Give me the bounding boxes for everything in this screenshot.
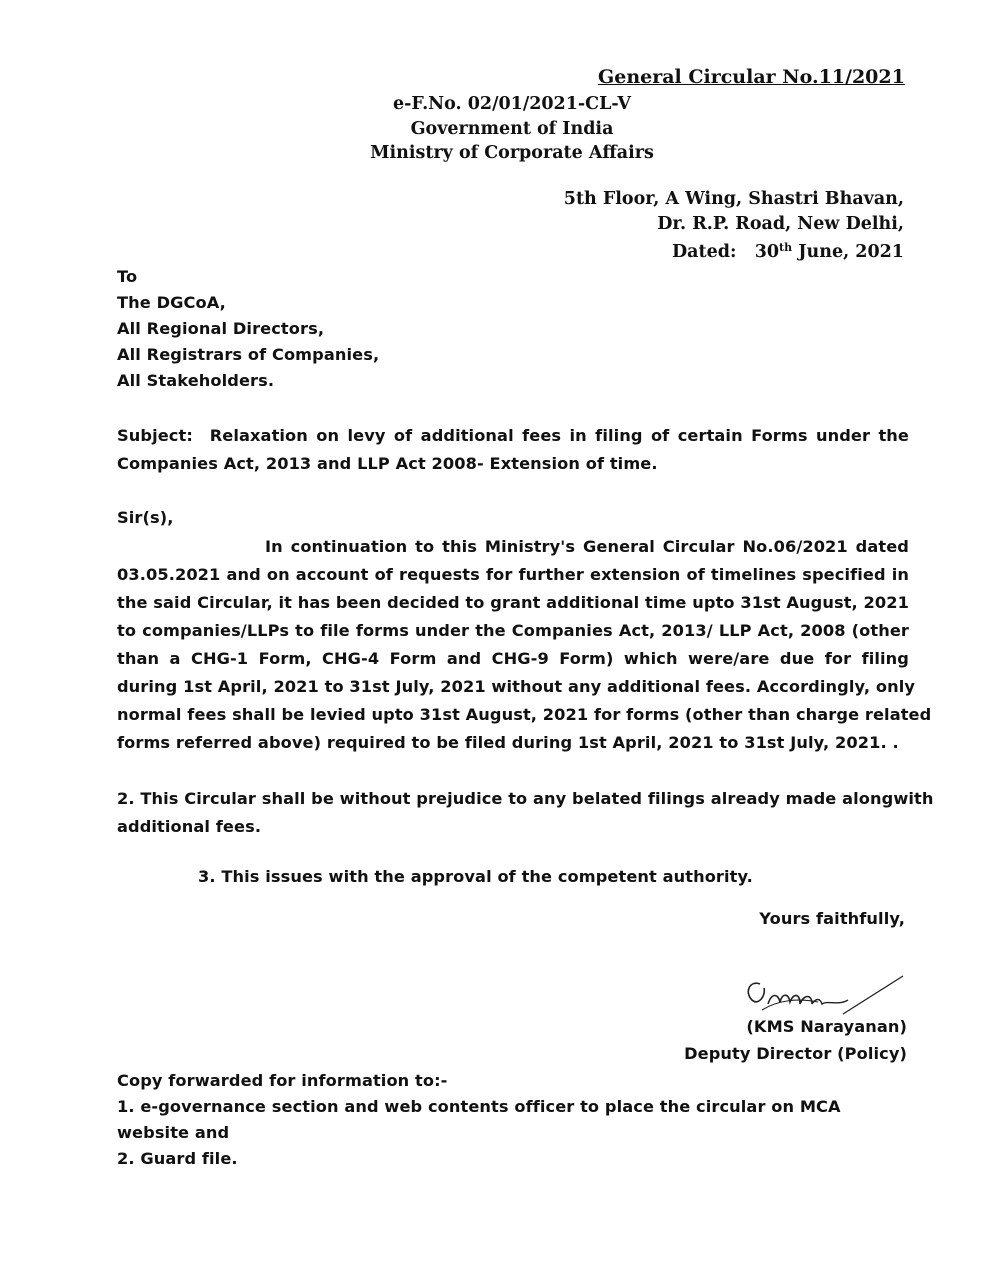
para1-line: to companies/LLPs to file forms under the Companies Act, 2013/ LLP Act, 2008 (other [117,621,909,640]
para1-line: normal fees shall be levied upto 31st August, 2021 for forms (other than charge related [117,705,932,724]
paragraph-1 [117,533,932,757]
para1-line: 03.05.2021 and on account of requests for further extension of timelines specified in [117,565,909,584]
copy-forwarded-block [117,1068,909,1172]
para1-line: than a CHG-1 Form, CHG-4 Form and CHG-9 Form) which were/are due for filing [117,649,909,668]
recipient-line: All Regional Directors, [117,319,325,338]
date-rest: June, 2021 [798,242,904,262]
recipients-block [117,264,909,394]
recipient-line: All Stakeholders. [117,371,275,390]
copy-heading: Copy forwarded for information to:- [117,1071,448,1090]
para1-line: forms referred above) required to be filed during 1st April, 2021 to 31st July, 2021. . [117,733,899,752]
circular-number: General Circular No.11/2021 [598,66,905,88]
para2-line-2: additional fees. [117,817,262,836]
address-line-1: 5th Floor, A Wing, Shastri Bhavan, [563,189,904,209]
para1-line: during 1st April, 2021 to 31st July, 2021 without any additional fees. Accordingly, only [117,677,915,696]
file-number: e-F.No. 02/01/2021-CL-V [393,94,631,114]
date-day: 30 [754,242,780,262]
copy-item-1-cont: website and [117,1123,230,1142]
subject-line-2: Companies Act, 2013 and LLP Act 2008- Extension of time. [117,454,658,473]
subject-block [117,422,909,478]
address-line-2: Dr. R.P. Road, New Delhi, [657,214,904,234]
government-heading: Government of India [410,119,614,139]
salutation: Sir(s), [117,508,174,527]
copy-item-1: 1. e-governance section and web contents officer to place the circular on MCA [117,1097,841,1116]
dated-label: Dated: [671,242,737,262]
para2-line-1: 2. This Circular shall be without prejudice to any belated filings already made alongwith [117,789,934,808]
recipient-line: All Registrars of Companies, [117,345,380,364]
para1-line: the said Circular, it has been decided to grant additional time upto 31st August, 2021 [117,593,909,612]
date-line [672,241,904,262]
paragraph-3: 3. This issues with the approval of the competent authority. [198,867,753,886]
subject-line-1 [117,422,909,450]
copy-item-2: 2. Guard file. [117,1149,238,1168]
subject-label: Subject: [117,426,193,445]
paragraph-2 [117,785,934,841]
to-label: To [117,267,138,286]
para1-line: In continuation to this Ministry's General Circular No.06/2021 dated [265,537,909,556]
recipient-line: The DGCoA, [117,293,226,312]
ministry-heading: Ministry of Corporate Affairs [370,143,654,163]
subject-text-1: Relaxation on levy of additional fees in filing of certain Forms under the [209,426,909,445]
signatory-name: (KMS Narayanan) [746,1017,907,1036]
closing: Yours faithfully, [759,909,905,928]
signatory-designation: Deputy Director (Policy) [684,1044,907,1063]
date-suffix: th [779,241,793,254]
